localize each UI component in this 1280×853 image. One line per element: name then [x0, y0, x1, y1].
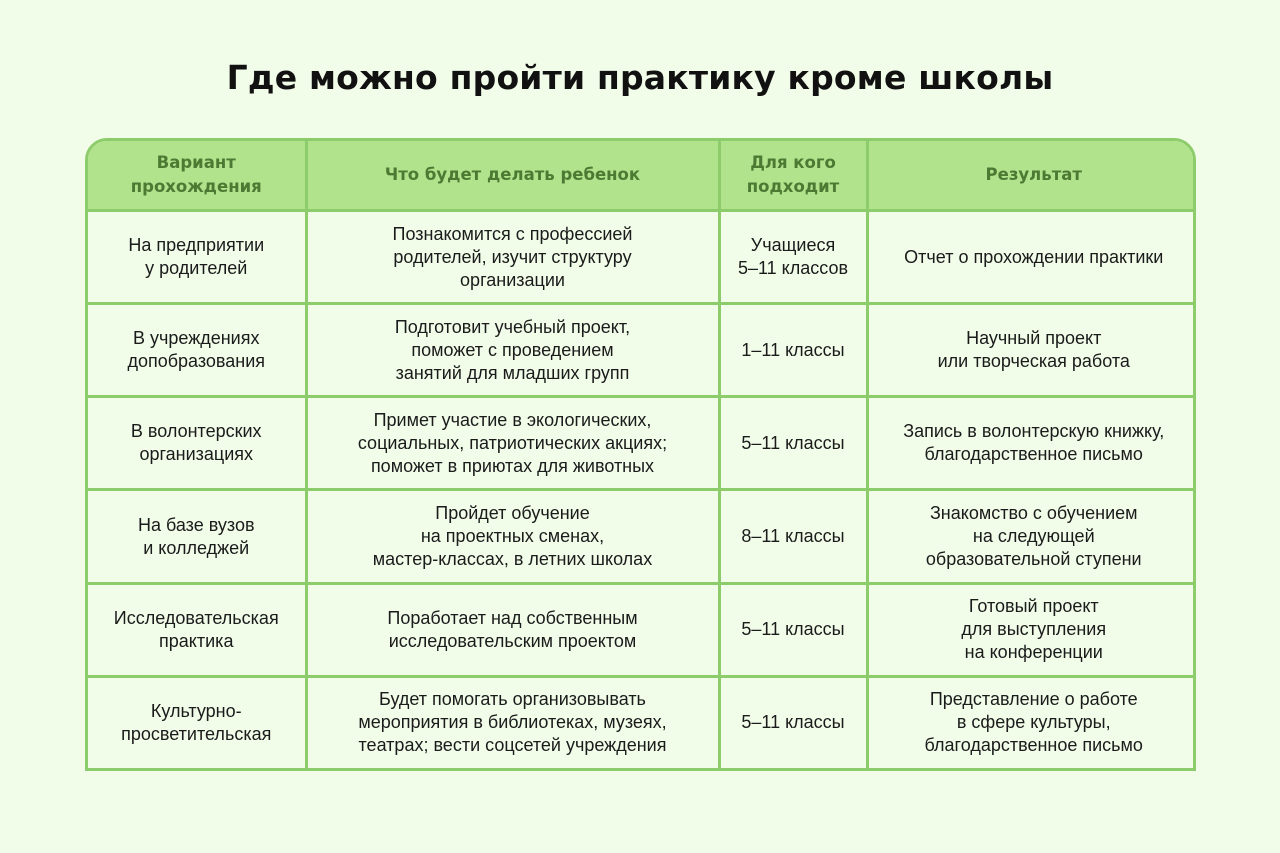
- cell-activity: Познакомится с профессией родителей, изучит структуру организации: [306, 211, 719, 304]
- header-result: Результат: [867, 141, 1196, 211]
- cell-variant: В учреждениях допобразования: [88, 304, 306, 397]
- table-row: [88, 304, 1196, 397]
- table-header-row: [88, 141, 1196, 211]
- cell-variant: На предприятии у родителей: [88, 211, 306, 304]
- cell-audience: 5–11 классы: [719, 676, 867, 768]
- table-row: [88, 490, 1196, 583]
- cell-activity: Примет участие в экологических, социальных, патриотических акциях; поможет в приютах для животных: [306, 397, 719, 490]
- header-activity: Что будет делать ребенок: [306, 141, 719, 211]
- cell-result: Научный проект или творческая работа: [867, 304, 1196, 397]
- cell-result: Готовый проект для выступления на конференции: [867, 583, 1196, 676]
- header-variant: Вариант прохождения: [88, 141, 306, 211]
- cell-variant: В волонтерских организациях: [88, 397, 306, 490]
- cell-audience: 8–11 классы: [719, 490, 867, 583]
- table-row: [88, 397, 1196, 490]
- cell-result: Запись в волонтерскую книжку, благодарственное письмо: [867, 397, 1196, 490]
- cell-result: Знакомство с обучением на следующей образовательной ступени: [867, 490, 1196, 583]
- cell-audience: 1–11 классы: [719, 304, 867, 397]
- cell-activity: Поработает над собственным исследовательским проектом: [306, 583, 719, 676]
- cell-variant: Исследовательская практика: [88, 583, 306, 676]
- cell-audience: 5–11 классы: [719, 397, 867, 490]
- cell-audience: Учащиеся 5–11 классов: [719, 211, 867, 304]
- cell-activity: Будет помогать организовывать мероприятия в библиотеках, музеях, театрах; вести соцсетей учреждения: [306, 676, 719, 768]
- page-title: Где можно пройти практику кроме школы: [226, 58, 1054, 97]
- table-row: [88, 676, 1196, 768]
- header-audience: Для кого подходит: [719, 141, 867, 211]
- cell-variant: Культурно- просветительская: [88, 676, 306, 768]
- cell-activity: Пройдет обучение на проектных сменах, мастер-классах, в летних школах: [306, 490, 719, 583]
- cell-result: Представление о работе в сфере культуры, благодарственное письмо: [867, 676, 1196, 768]
- cell-audience: 5–11 классы: [719, 583, 867, 676]
- cell-variant: На базе вузов и колледжей: [88, 490, 306, 583]
- table-row: [88, 583, 1196, 676]
- cell-activity: Подготовит учебный проект, поможет с проведением занятий для младших групп: [306, 304, 719, 397]
- practice-table: [85, 138, 1196, 771]
- cell-result: Отчет о прохождении практики: [867, 211, 1196, 304]
- table-row: [88, 211, 1196, 304]
